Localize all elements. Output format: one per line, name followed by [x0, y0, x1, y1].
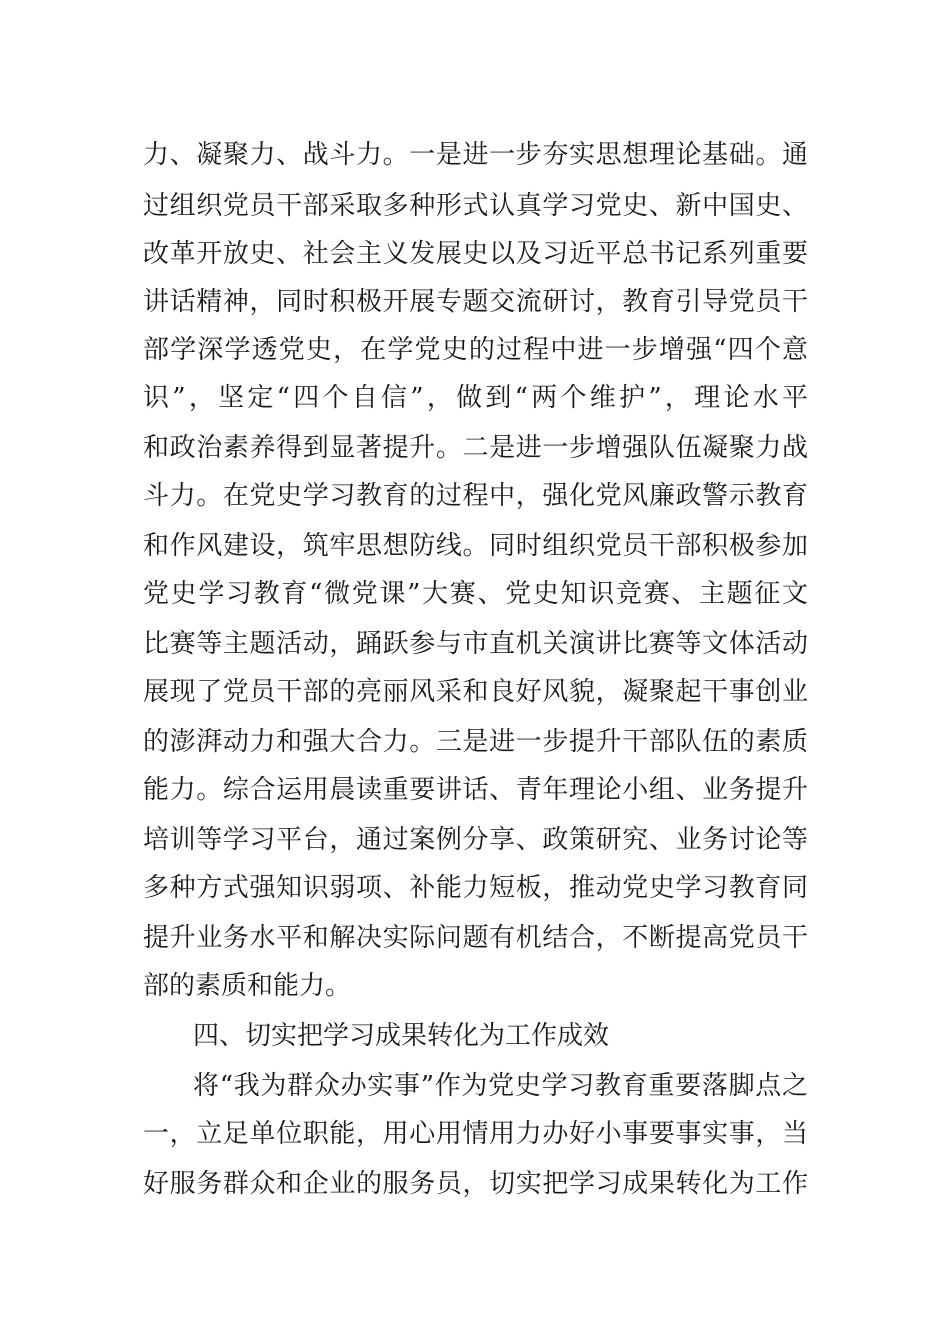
paragraph-line: 力、凝聚力、战斗力。一是进一步夯实思想理论基础。通 — [143, 140, 808, 170]
paragraph-line: 讲话精神，同时积极开展专题交流研讨，教育引导党员干 — [143, 287, 808, 317]
paragraph-line: 过组织党员干部采取多种形式认真学习党史、新中国史、 — [143, 191, 808, 221]
paragraph-line: 和政治素养得到显著提升。二是进一步增强队伍凝聚力战 — [143, 433, 808, 463]
paragraph-line: 一，立足单位职能，用心用情用力办好小事要事实事，当 — [143, 1119, 808, 1149]
paragraph-line: 斗力。在党史学习教育的过程中，强化党风廉政警示教育 — [143, 481, 808, 511]
paragraph-line: 部学深学透党史，在学党史的过程中进一步增强“四个意 — [143, 335, 808, 365]
paragraph-line: 和作风建设，筑牢思想防线。同时组织党员干部积极参加 — [143, 531, 808, 561]
paragraph-line: 比赛等主题活动，踊跃参与市直机关演讲比赛等文体活动 — [143, 629, 808, 659]
paragraph-line: 好服务群众和企业的服务员，切实把学习成果转化为工作 — [143, 1169, 808, 1199]
paragraph-line: 展现了党员干部的亮丽风采和良好风貌，凝聚起干事创业 — [143, 677, 808, 707]
paragraph-line: 改革开放史、社会主义发展史以及习近平总书记系列重要 — [143, 239, 808, 269]
paragraph-line: 多种方式强知识弱项、补能力短板，推动党史学习教育同 — [143, 873, 808, 903]
paragraph-line: 部的素质和能力。 — [143, 971, 352, 1001]
paragraph-line: 的澎湃动力和强大合力。三是进一步提升干部队伍的素质 — [143, 727, 808, 757]
paragraph-line: 培训等学习平台，通过案例分享、政策研究、业务讨论等 — [143, 825, 808, 855]
paragraph-line: 能力。综合运用晨读重要讲话、青年理论小组、业务提升 — [143, 775, 808, 805]
paragraph-line: 党史学习教育“微党课”大赛、党史知识竞赛、主题征文 — [143, 579, 808, 609]
section-heading: 四、切实把学习成果转化为工作成效 — [193, 1021, 610, 1051]
paragraph-line: 识”，坚定“四个自信”，做到“两个维护”，理论水平 — [143, 383, 808, 413]
paragraph-line: 将“我为群众办实事”作为党史学习教育重要落脚点之 — [193, 1071, 808, 1101]
paragraph-line: 提升业务水平和解决实际问题有机结合，不断提高党员干 — [143, 923, 808, 953]
